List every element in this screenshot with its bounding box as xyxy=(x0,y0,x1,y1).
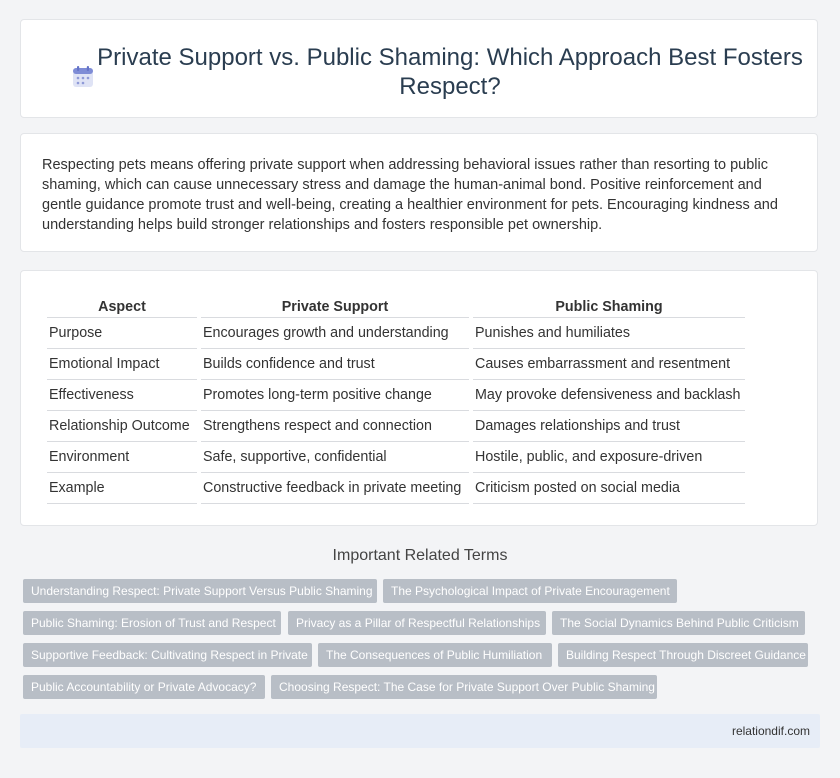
related-tag[interactable]: Supportive Feedback: Cultivating Respect in Private xyxy=(23,643,312,667)
cell-private: Constructive feedback in private meeting xyxy=(201,473,469,504)
cell-aspect: Environment xyxy=(47,442,197,473)
header-private-support: Private Support xyxy=(201,297,469,318)
table-row xyxy=(47,442,745,473)
comparison-table xyxy=(43,297,749,504)
page-title: Private Support vs. Public Shaming: Which Approach Best Fosters Respect? xyxy=(97,44,803,100)
related-terms-title: Important Related Terms xyxy=(332,547,508,564)
related-tag[interactable]: Understanding Respect: Private Support Versus Public Shaming xyxy=(23,579,377,603)
cell-private: Encourages growth and understanding xyxy=(201,318,469,349)
table-row xyxy=(47,349,745,380)
cell-private: Promotes long-term positive change xyxy=(201,380,469,411)
cell-aspect: Emotional Impact xyxy=(47,349,197,380)
cell-public: Causes embarrassment and resentment xyxy=(473,349,745,380)
cell-aspect: Example xyxy=(47,473,197,504)
footer-bar xyxy=(20,714,820,748)
footer-site[interactable]: relationdif.com xyxy=(731,724,810,738)
intro-paragraph: Respecting pets means offering private support when addressing behavioral issues rather than resorting to public shaming, which can cause unnecessary stress and damage the human-animal bond. Positive reinforcement and gentle guidance promote trust and well-being, creating a healthier environment for pets. Encouraging kindness and understanding helps build stronger relationships and fosters responsible pet ownership. xyxy=(42,157,778,233)
cell-private: Safe, supportive, confidential xyxy=(201,442,469,473)
cell-public: Criticism posted on social media xyxy=(473,473,745,504)
comparison-card xyxy=(20,270,818,526)
cell-public: Damages relationships and trust xyxy=(473,411,745,442)
table-row xyxy=(47,411,745,442)
table-header-row xyxy=(47,297,745,318)
cell-aspect: Effectiveness xyxy=(47,380,197,411)
header-aspect: Aspect xyxy=(47,297,197,318)
related-tag[interactable]: The Psychological Impact of Private Encouragement xyxy=(383,579,677,603)
cell-aspect: Relationship Outcome xyxy=(47,411,197,442)
cell-public: Punishes and humiliates xyxy=(473,318,745,349)
table-row xyxy=(47,473,745,504)
cell-public: May provoke defensiveness and backlash xyxy=(473,380,745,411)
related-tag[interactable]: Building Respect Through Discreet Guidance xyxy=(558,643,808,667)
table-row xyxy=(47,380,745,411)
related-tag[interactable]: The Consequences of Public Humiliation xyxy=(318,643,552,667)
related-tag[interactable]: Public Accountability or Private Advocacy? xyxy=(23,675,265,699)
table-row xyxy=(47,318,745,349)
related-tag[interactable]: Privacy as a Pillar of Respectful Relationships xyxy=(288,611,546,635)
cell-aspect: Purpose xyxy=(47,318,197,349)
related-tag[interactable]: Choosing Respect: The Case for Private Support Over Public Shaming xyxy=(271,675,657,699)
related-tag[interactable]: Public Shaming: Erosion of Trust and Respect xyxy=(23,611,281,635)
intro-card xyxy=(20,133,818,252)
header-public-shaming: Public Shaming xyxy=(473,297,745,318)
cell-private: Strengthens respect and connection xyxy=(201,411,469,442)
related-tag[interactable]: The Social Dynamics Behind Public Criticism xyxy=(552,611,805,635)
cell-private: Builds confidence and trust xyxy=(201,349,469,380)
cell-public: Hostile, public, and exposure-driven xyxy=(473,442,745,473)
